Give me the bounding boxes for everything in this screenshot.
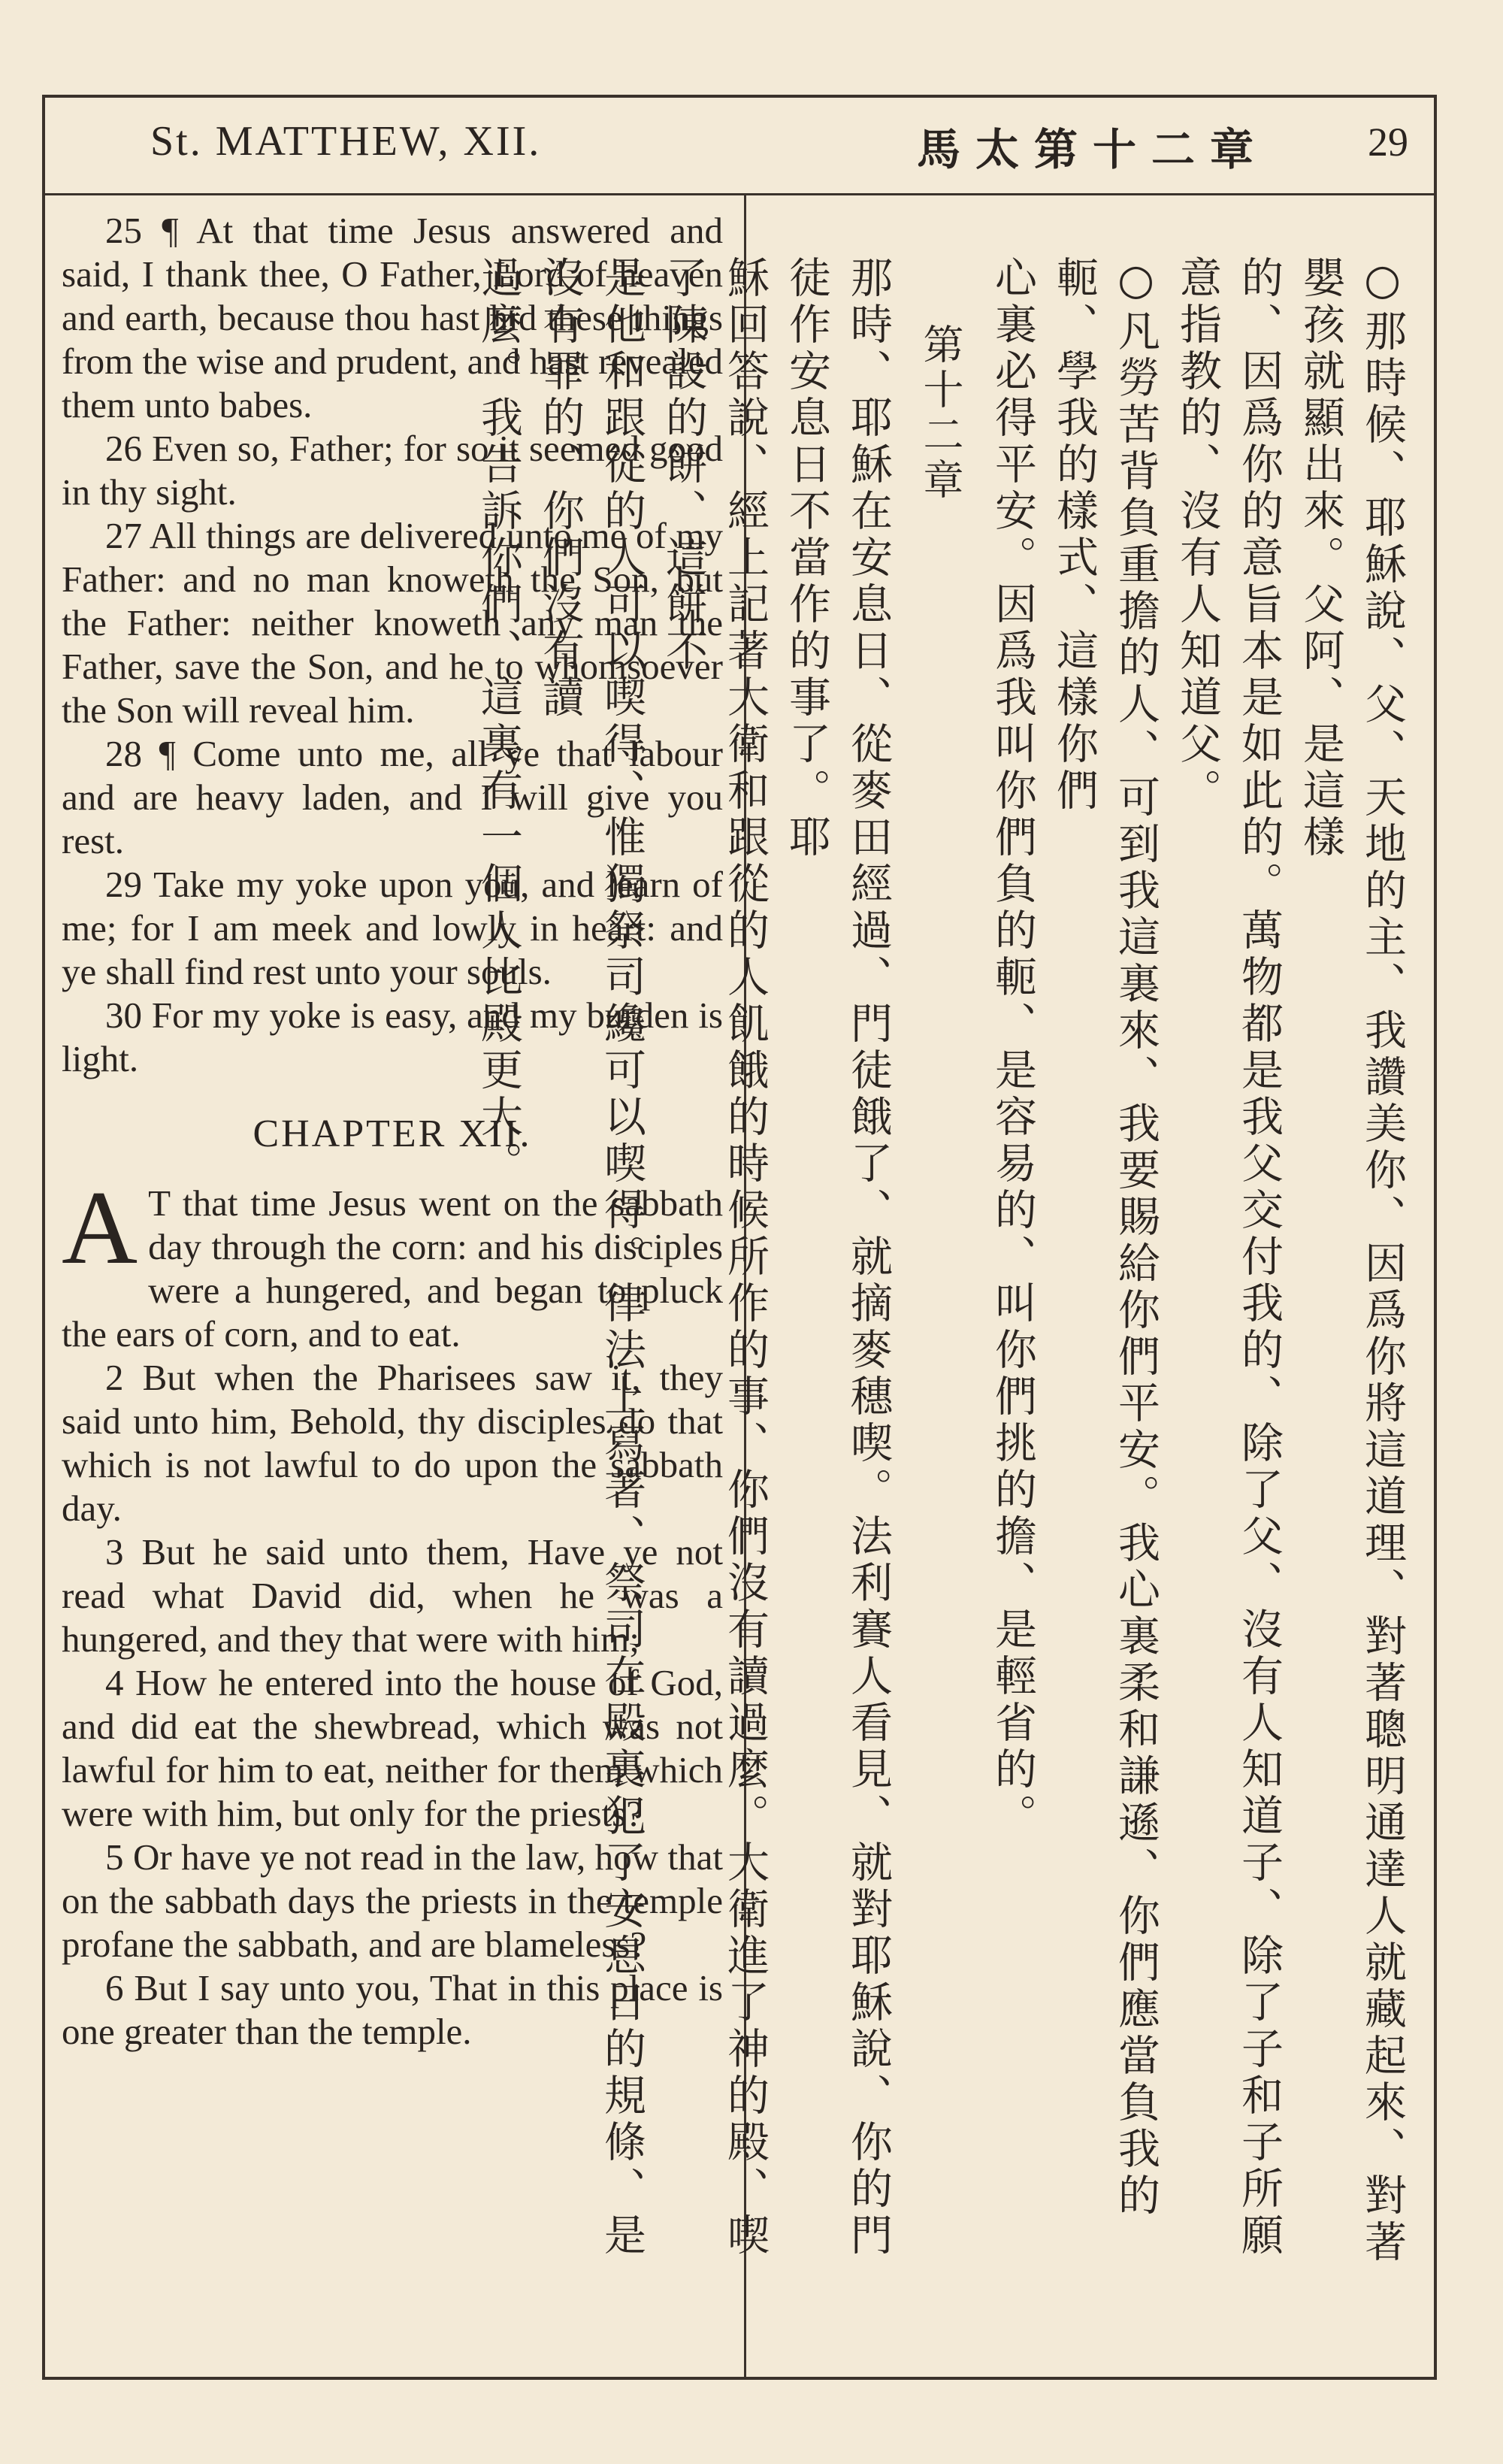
verse-2: 2 But when the Pharisees saw it, they said unto him, Behold, thy disciples do that which is not lawful to do upon the sabbath day. xyxy=(62,1357,723,1529)
verse-26: 26 Even so, Father; for so it seemed good in thy sight. xyxy=(62,428,723,513)
verse-1-text: T that time Jesus went on the sabbath day through the corn: and his disciples were a hungered, and began to pluck the ears of corn, and to eat. xyxy=(62,1182,723,1355)
chinese-line-4: 心裏必得平安。因爲我叫你們負的軛、是容易的、叫你們挑的擔、是輕省的。 xyxy=(988,256,1037,1840)
verse-4: 4 How he entered into the house of God, and did eat the shewbread, which was not lawful for him to eat, neither for them which were with him, but only for the priests? xyxy=(62,1662,723,1834)
verse-27: 27 All things are delivered unto me of my Father: and no man knoweth the Son, but the Father: neither knoweth any man the Father, save the Son, and he to whomsoever the Son will reveal him. xyxy=(62,515,723,731)
chinese-line-7: 是他和跟從的人可以喫得、惟獨祭司纔可以喫得。律法上寫著、祭司在殿裏犯了安息日的規條、是沒有罪的、你們沒有讀 xyxy=(536,256,646,2260)
chinese-chapter-heading: 第十二章 xyxy=(917,323,964,504)
chinese-line-5: 那時、耶穌在安息日、從麥田經過、門徒餓了、就摘麥穗喫。法利賽人看見、就對耶穌說、你的門徒作安息日不當作的事了。耶 xyxy=(782,256,893,2260)
chapter-heading: CHAPTER XII. xyxy=(253,1112,532,1155)
chinese-line-8: 過麼。我告訴你們、這裏有一個人比殿更大。 xyxy=(474,256,523,1188)
verse-3: 3 But he said unto them, Have ye not read what David did, when he was a hungered, and they that were with him; xyxy=(62,1531,723,1660)
page-header xyxy=(45,98,1434,195)
page-number: 29 xyxy=(1368,120,1408,165)
chinese-line-6: 穌回答說、經上記著大衛和跟從的人飢餓的時候所作的事、你們沒有讀過麼。大衛進了神的殿、喫了陳設的餅、這餅不 xyxy=(659,256,770,2260)
dropcap-letter: A xyxy=(62,1170,138,1286)
verse-5: 5 Or have ye not read in the law, how that on the sabbath days the priests in the temple profane the sabbath, and are blameless? xyxy=(62,1836,723,1965)
verse-29: 29 Take my yoke upon you, and learn of me; for I am meek and lowly in heart: and ye shall find rest unto your souls. xyxy=(62,864,723,992)
english-running-title: St. MATTHEW, XII. xyxy=(150,118,542,165)
chinese-column xyxy=(474,256,1413,2300)
verse-28: 28 ¶ Come unto me, all ye that labour and are heavy laden, and I will give you rest. xyxy=(62,733,723,861)
verse-25: 25 ¶ At that time Jesus answered and said, I thank thee, O Father, Lord of heaven and earth, because thou hast hid these things from the wise and prudent, and hast revealed them unto babes. xyxy=(62,210,723,425)
verse-6: 6 But I say unto you, That in this place is one greater than the temple. xyxy=(62,1967,723,2052)
chinese-line-3: ○凡勞苦背負重擔的人、可到我這裏來、我要賜給你們平安。我心裏柔和謙遜、你們應當負我的軛、學我的樣式、這樣你們 xyxy=(1050,256,1160,2220)
chinese-running-title: 馬太第十二章 xyxy=(917,124,1269,175)
chinese-line-2: 的、因爲你的意旨本是如此的。萬物都是我父交付我的、除了父、沒有人知道子、除了子和子所願意指教的、沒有人知道父。 xyxy=(1173,256,1284,2260)
verse-30: 30 For my yoke is easy, and my burden is light. xyxy=(62,994,723,1079)
chinese-line-1: ○那時候、耶穌說、父、天地的主、我讚美你、因爲你將這道理、對著聰明通達人就藏起來、對著嬰孩就顯出來。父阿、是這樣 xyxy=(1296,256,1407,2266)
